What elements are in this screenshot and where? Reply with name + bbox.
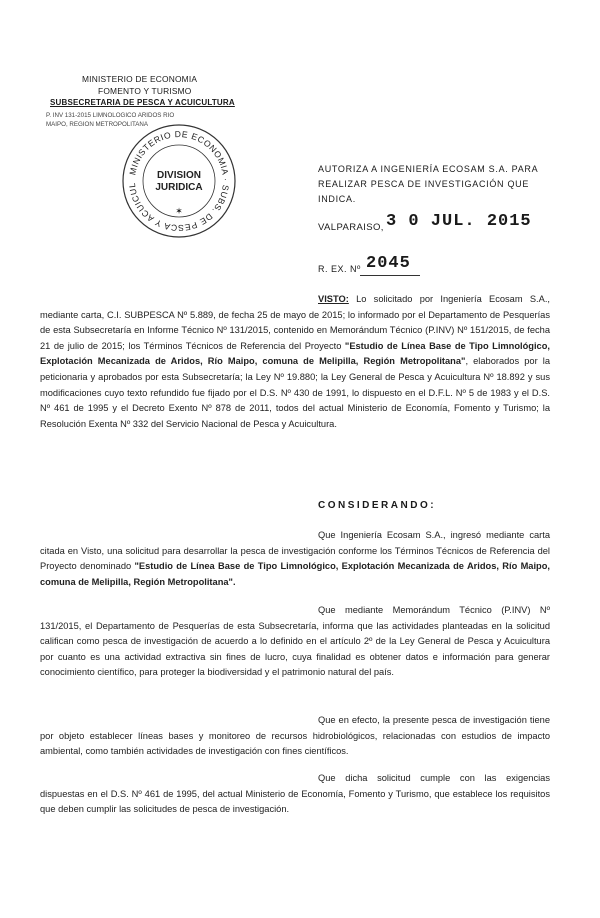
juridica-seal	[120, 122, 238, 240]
visto-paragraph	[40, 292, 550, 432]
considerando-paragraph-1	[40, 528, 550, 590]
seal-line-2: JURIDICA	[155, 182, 203, 193]
visto-project-title: "Estudio de Línea Base de Tipo Limnológico, Explotación Mecanizada de Aridos, Río Maipo, comuna de Melipilla, Región Metropolitana"	[40, 340, 550, 367]
seal-graphic	[120, 122, 238, 240]
resolution-number: 2045	[366, 254, 411, 273]
considerando-p1-project: "Estudio de Línea Base de Tipo Limnológico, Explotación Mecanizada de Aridos, Río Maipo, comuna de Melipilla, Región Metropolitana".	[40, 561, 551, 587]
date-stamp: 3 0 JUL. 2015	[386, 212, 532, 231]
considerando-paragraph-2: Que mediante Memorándum Técnico (P.INV) Nº 131/2015, el Departamento de Pesquerías de esta Subsecretaría, informa que las actividades planteadas en la solicitud califican como pesca de investigación de acuerdo a lo definido en el artículo 2º de la Ley General de Pesca y Acuicultura por cuanto es una actividad extractiva sin fines de lucro, cuya finalidad es obtener datos e información para generar conocimiento científico, para proteger la biodiversidad y el patrimonio natural del país.	[40, 605, 550, 678]
seal-line-1: DIVISION	[157, 170, 201, 181]
reference-line-2: MAIPO, REGION METROPOLITANA	[46, 121, 148, 128]
visto-label: VISTO:	[318, 294, 349, 304]
visto-text-2: , elaborados por la peticionaria y aprobados por esta Subsecretaría; la Ley Nº 19.880; la Ley General de Pesca y Acuicultura Nº 18.892 y sus modificaciones cuyo texto refundido fue fijado por el D.S. Nº 430 de 1991, lo dispuesto en el D.F.L. Nº 5 de 1983 y el D.S. Nº 461 de 1995 y el Decreto Exento Nº 878 de 2011, todos del actual Ministerio de Economía, Fomento y Turismo; la Resolución Exenta Nº 332 del Servicio Nacional de Pesca y Acuicultura.	[40, 356, 550, 429]
considerando-p1-text: Que Ingeniería Ecosam S.A., ingresó mediante carta citada en Visto, una solicitud para desarrollar la pesca de investigación conforme los Términos Técnicos de Referencia del Proyecto denominado	[40, 530, 550, 572]
reference-line-1: P. INV 131-2015 LIMNOLOGICO ARIDOS RIO	[46, 112, 175, 119]
ministry-subtitle: FOMENTO Y TURISMO	[98, 86, 192, 96]
seal-ring-text: MINISTERIO DE ECONOMIA · SUBS. DE PESCA Y ACUICUL	[127, 128, 232, 234]
resolution-number-underline	[360, 275, 420, 276]
considerando-heading: CONSIDERANDO:	[318, 500, 437, 511]
resolution-label: R. EX. Nº	[318, 264, 361, 274]
resolution-subject: AUTORIZA A INGENIERÍA ECOSAM S.A. PARA REALIZAR PESCA DE INVESTIGACIÓN QUE INDICA.	[318, 164, 538, 204]
ministry-name: MINISTERIO DE ECONOMIA	[82, 74, 198, 84]
visto-text: Lo solicitado por Ingeniería Ecosam S.A., mediante carta, C.I. SUBPESCA Nº 5.889, de fecha 25 de mayo de 2015; lo informado por el Departamento de Pesquerías de esta Subsecretaría en Informe Técnico Nº 131/2015, contenido en Memorándum Técnico (P.INV) Nº 151/2015, de fecha 21 de julio de 2015; los Términos Técnicos de Referencia del Proyecto	[40, 294, 550, 351]
considerando-paragraph-3: Que en efecto, la presente pesca de investigación tiene por objeto establecer líneas bases y monitoreo de recursos hidrobiológicos, relacionadas con estudios de impacto ambiental, como también actividades de investigación con fines científicos.	[40, 715, 550, 757]
considerando-paragraph-4: Que dicha solicitud cumple con las exigencias dispuestas en el D.S. Nº 461 de 1995, del actual Ministerio de Economía, Fomento y Turismo, que establece los requisitos que deben cumplir las solicitudes de pesca de investigación.	[40, 773, 550, 815]
place-label: VALPARAISO,	[318, 222, 384, 233]
subsecretaria-name: SUBSECRETARIA DE PESCA Y ACUICULTURA	[50, 98, 235, 107]
seal-star-icon: ✶	[175, 207, 183, 217]
